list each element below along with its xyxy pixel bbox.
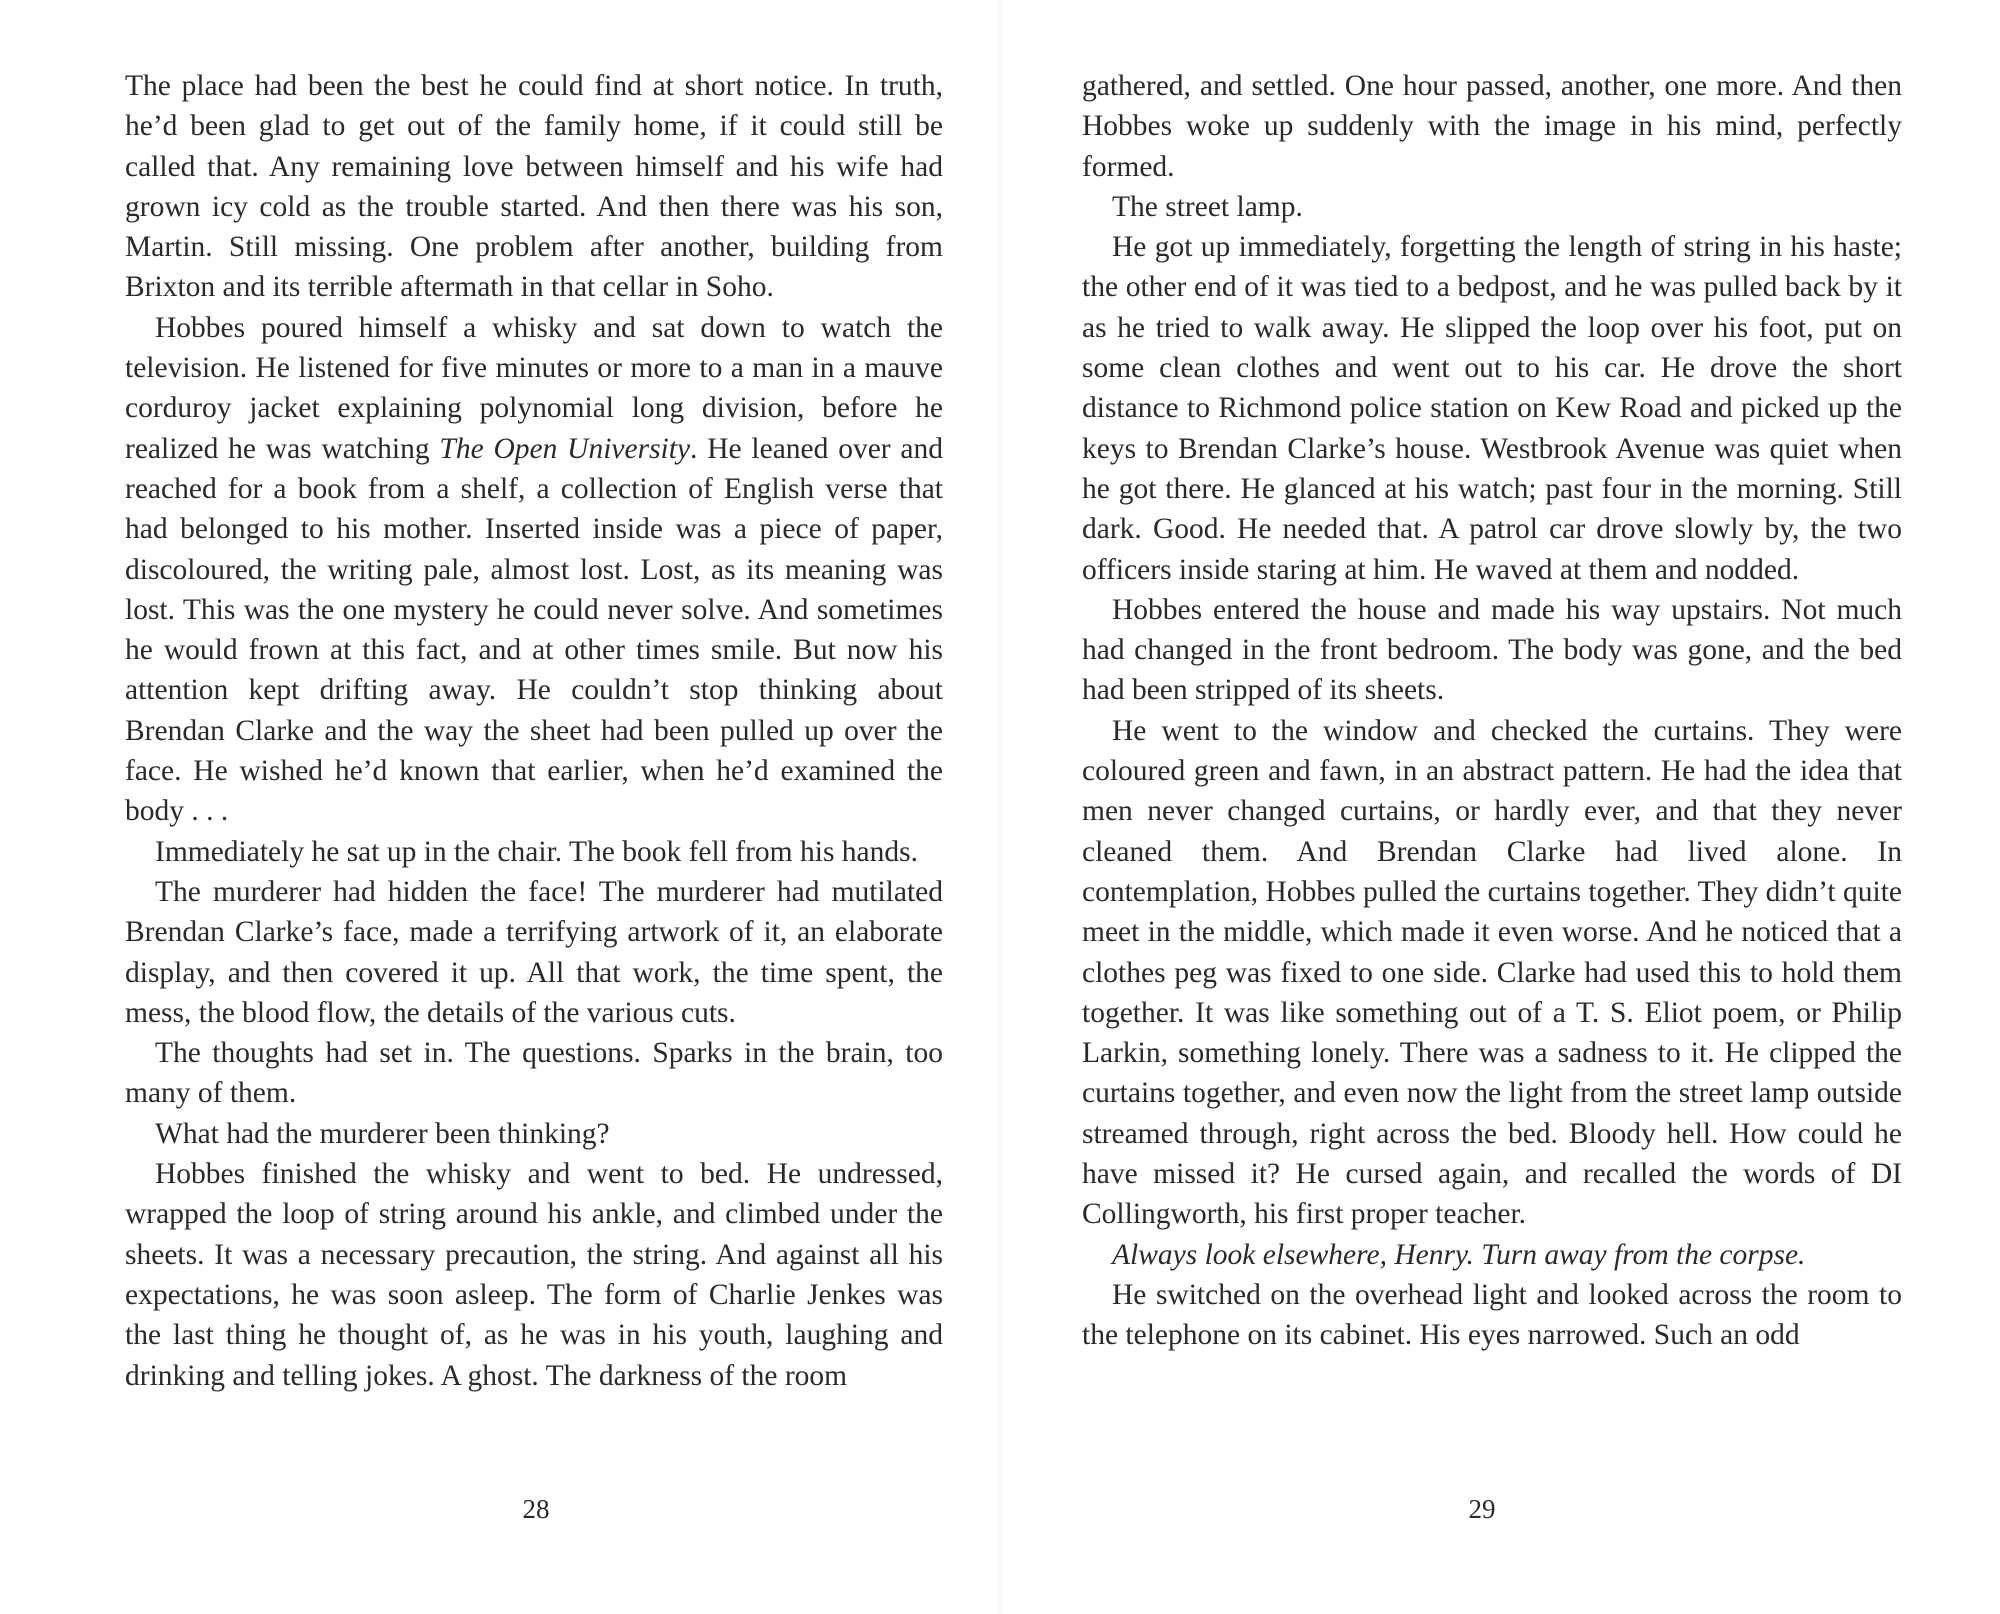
- left-page-number: 28: [522, 1494, 550, 1524]
- right-paragraph-6: Always look elsewhere, Henry. Turn away from the corpse.: [1112, 1238, 1806, 1271]
- left-paragraph-6: What had the murderer been thinking?: [155, 1117, 610, 1150]
- right-paragraph-4: Hobbes entered the house and made his way upstairs. Not much had changed in the front bedroom. The body was gone, and the bed had been stripped of its sheets.: [1082, 593, 1902, 707]
- left-page: [125, 66, 943, 1396]
- left-paragraph-1: The place had been the best he could find at short notice. In truth, he’d been glad to get out of the family home, if it could still be called that. Any remaining love between himself and his wife had grown icy cold as the trouble started. And then there was his son, Martin. Still missing. One problem after another, building from Brixton and its terrible aftermath in that cellar in Soho.: [125, 70, 943, 304]
- book-gutter: [998, 0, 1002, 1614]
- right-paragraph-2: The street lamp.: [1112, 190, 1303, 223]
- left-paragraph-2-text-before: Hobbes poured himself a whisky and sat down to watch the television. He listened for five minutes or more to a man in a mauve corduroy jacket explaining polynomial long division, before he realized he was watching: [125, 311, 943, 465]
- right-page: [1082, 66, 1902, 1356]
- right-paragraph-7: He switched on the overhead light and looked across the room to the telephone on its cabinet. His eyes narrowed. Such an odd: [1082, 1278, 1902, 1352]
- right-page-number: 29: [1468, 1494, 1496, 1524]
- left-paragraph-5: The thoughts had set in. The questions. Sparks in the brain, too many of them.: [125, 1037, 943, 1110]
- right-paragraph-3: He got up immediately, forgetting the length of string in his haste; the other end of it was tied to a bedpost, and he was pulled back by it as he tried to walk away. He slipped the loop over his foot, put on some clean clothes and went out to his car. He drove the short distance to Richmond police station on Kew Road and picked up the keys to Brendan Clarke’s house. Westbrook Avenue was quiet when he got there. He glanced at his watch; past four in the morning. Still dark. Good. He needed that. A patrol car drove slowly by, the two officers inside staring at him. He waved at them and nodded.: [1082, 231, 1902, 586]
- right-paragraph-5: He went to the window and checked the curtains. They were coloured green and fawn, in an abstract pattern. He had the idea that men never changed curtains, or hardly ever, and that they never cleaned them. And Brendan Clarke had lived alone. In contemplation, Hobbes pulled the curtains together. They didn’t quite meet in the middle, which made it even worse. And he noticed that a clothes peg was fixed to one side. Clarke had used this to hold them together. It was like something out of a T. S. Eliot poem, or Philip Larkin, something lonely. There was a sadness to it. He clipped the curtains together, and even now the light from the street lamp outside streamed through, right across the bed. Bloody hell. How could he have missed it? He cursed again, and recalled the words of DI Collingworth, his first proper teacher.: [1082, 714, 1902, 1231]
- left-paragraph-3: Immediately he sat up in the chair. The book fell from his hands.: [155, 835, 918, 868]
- left-paragraph-2-text-after: . He leaned over and reached for a book from a shelf, a collection of English verse that had belonged to his mother. Inserted inside was a piece of paper, discoloured, the writing pale, almost lost. Lost, as its meaning was lost. This was the one mystery he could never solve. And sometimes he would frown at this fact, and at other times smile. But now his attention kept drifting away. He couldn’t stop thinking about Brendan Clarke and the way the sheet had been pulled up over the face. He wished he’d known that earlier, when he’d examined the body . . .: [125, 432, 944, 828]
- left-paragraph-4: The murderer had hidden the face! The murderer had mutilated Brendan Clarke’s face, made a terrifying artwork of it, an elaborate display, and then covered it up. All that work, the time spent, the mess, the blood flow, the details of the various cuts.: [125, 875, 943, 1029]
- right-paragraph-1: gathered, and settled. One hour passed, another, one more. And then Hobbes woke up suddenly with the image in his mind, perfectly formed.: [1082, 70, 1902, 183]
- left-paragraph-2: [125, 308, 943, 832]
- left-paragraph-2-italic-title: The Open University: [439, 432, 691, 465]
- left-paragraph-7: Hobbes finished the whisky and went to bed. He undressed, wrapped the loop of string around his ankle, and climbed under the sheets. It was a necessary precaution, the string. And against all his expectations, he was soon asleep. The form of Charlie Jenkes was the last thing he thought of, as he was in his youth, laughing and drinking and telling jokes. A ghost. The darkness of the room: [125, 1158, 943, 1392]
